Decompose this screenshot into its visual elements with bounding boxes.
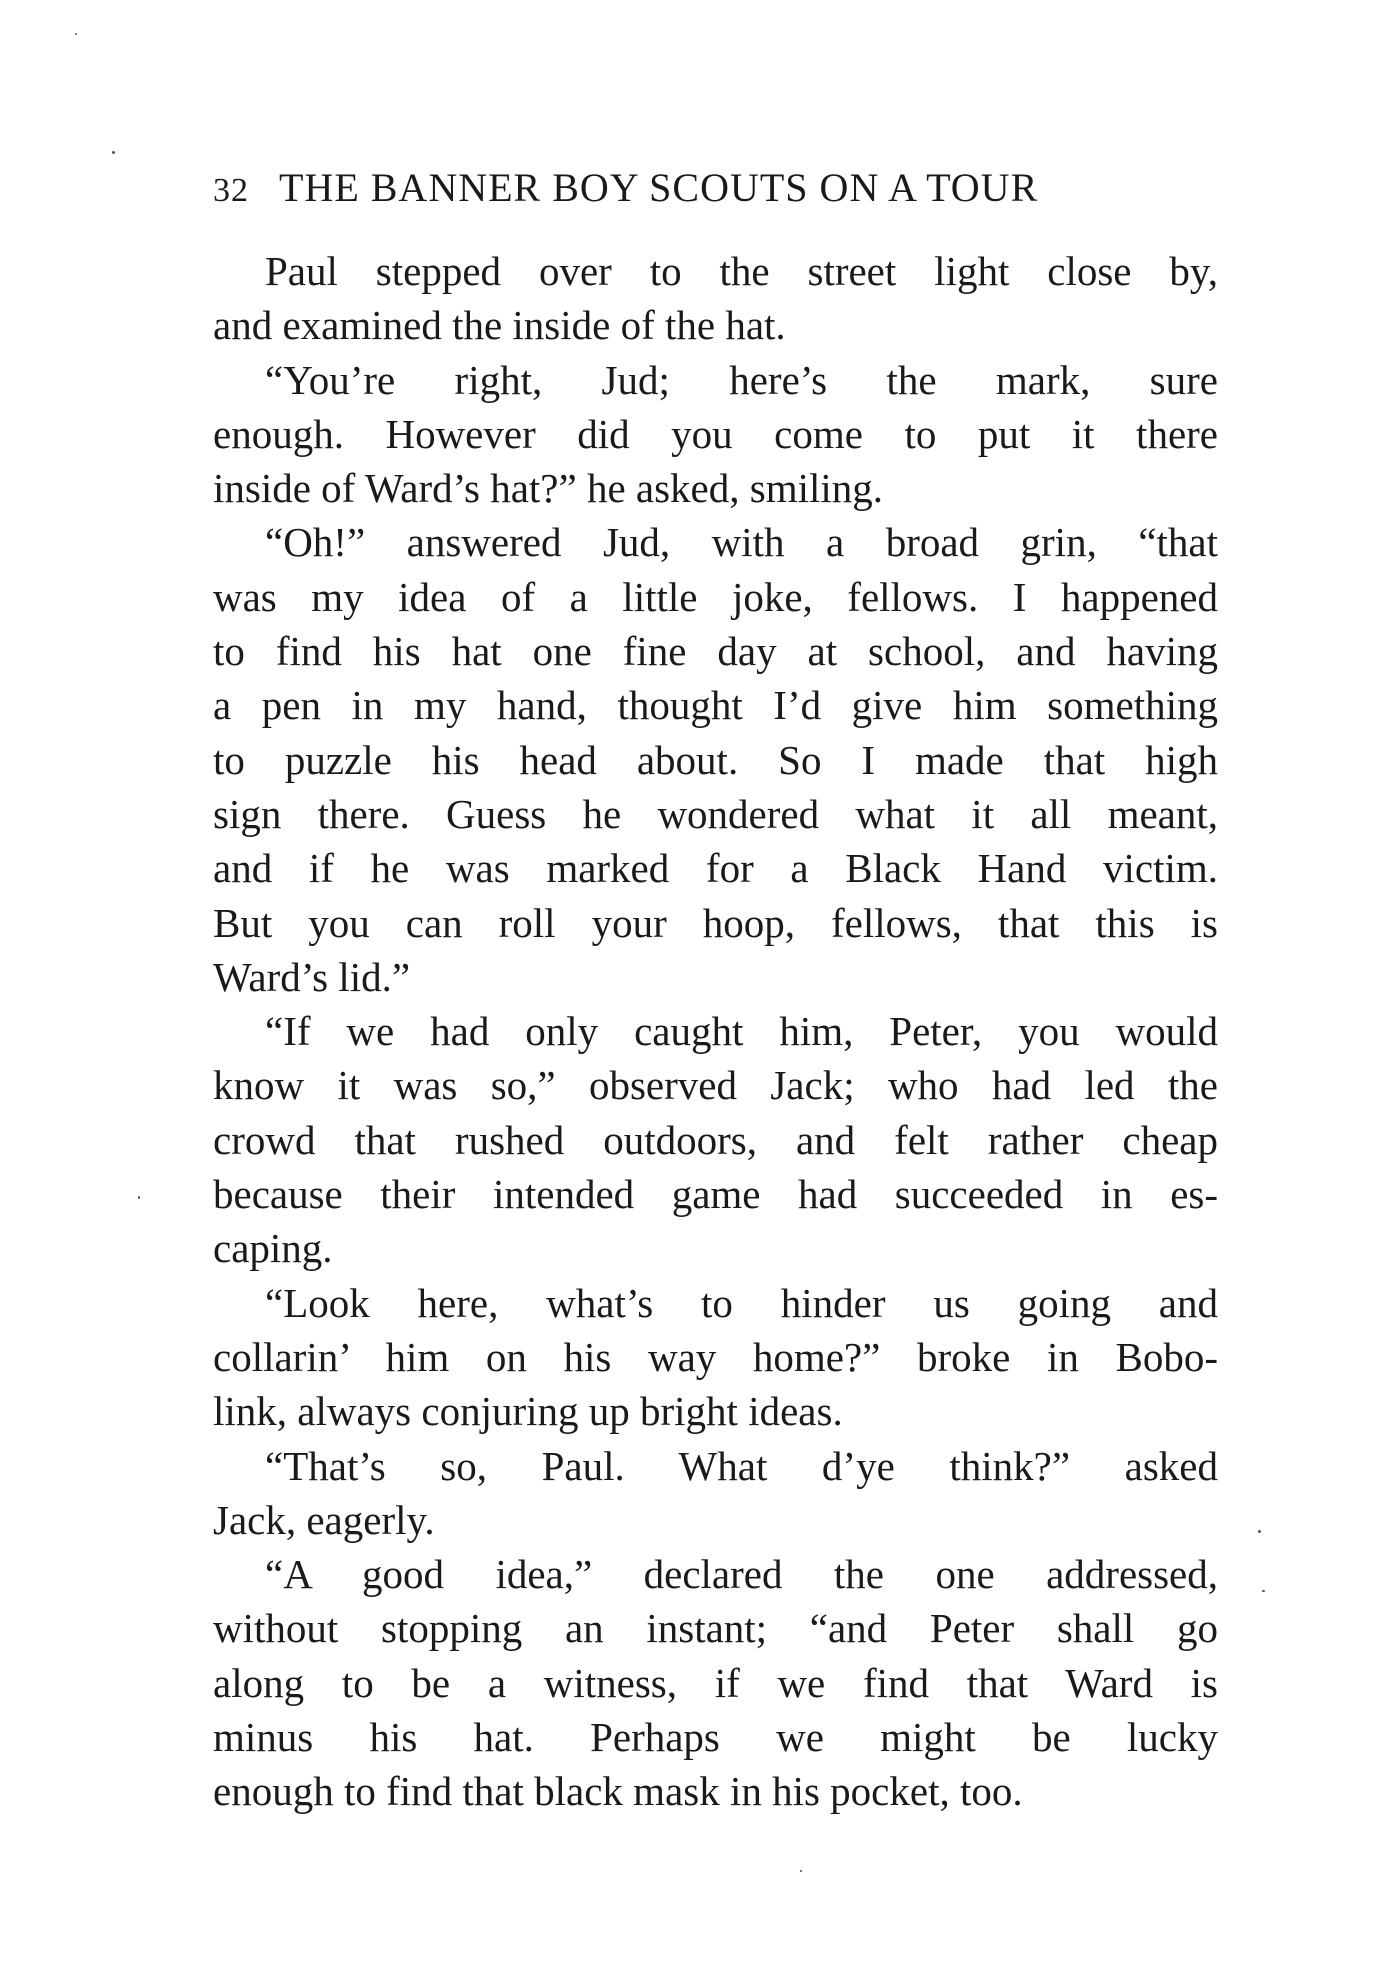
paragraph-line: caping.	[213, 1225, 333, 1272]
paragraph-line: a pen in my hand, thought I’d give him something	[213, 682, 1218, 729]
paragraph-line: crowd that rushed outdoors, and felt rather cheap	[213, 1116, 1218, 1163]
paragraph-line: link, always conjuring up bright ideas.	[213, 1388, 843, 1435]
paragraph-line: to find his hat one fine day at school, and having	[213, 628, 1218, 675]
paragraph-line: inside of Ward’s hat?” he asked, smiling.	[213, 465, 884, 512]
paragraph-line: enough. However did you come to put it there	[213, 410, 1218, 457]
paper-speck	[800, 1870, 802, 1872]
paragraph-line: and if he was marked for a Black Hand victim.	[213, 845, 1218, 892]
paragraph-first-line: Paul stepped over to the street light close by,	[265, 248, 1218, 294]
paragraph-line: But you can roll your hoop, fellows, that this is	[213, 899, 1218, 946]
paragraph-line: enough to find that black mask in his pocket, too.	[213, 1768, 1023, 1815]
paragraph-first-line: “If we had only caught him, Peter, you would	[265, 1008, 1218, 1055]
paragraph-first-line: “You’re right, Jud; here’s the mark, sure	[265, 356, 1218, 403]
paper-speck	[1262, 1590, 1265, 1592]
paragraph-line: to puzzle his head about. So I made that high	[213, 736, 1218, 783]
paragraph-first-line: “Look here, what’s to hinder us going and	[265, 1279, 1218, 1326]
book-title: THE BANNER BOY SCOUTS ON A TOUR	[279, 165, 1039, 210]
paper-speck	[138, 1196, 140, 1199]
paragraph-line: was my idea of a little joke, fellows. I happened	[213, 573, 1218, 620]
paragraph-first-line: “That’s so, Paul. What d’ye think?” asked	[265, 1442, 1218, 1489]
paper-speck	[112, 151, 115, 154]
paragraph-line: sign there. Guess he wondered what it all meant,	[213, 790, 1218, 837]
running-head	[213, 162, 1218, 214]
paper-speck	[75, 33, 77, 35]
paragraph-line: and examined the inside of the hat.	[213, 302, 786, 349]
page-number: 32	[213, 172, 249, 209]
paragraph-line: because their intended game had succeeded in es-	[213, 1171, 1218, 1218]
body-text	[213, 244, 1218, 1819]
paragraph-line: know it was so,” observed Jack; who had led the	[213, 1062, 1218, 1109]
paragraph-line: along to be a witness, if we find that Ward is	[213, 1659, 1218, 1706]
paragraph-line: without stopping an instant; “and Peter shall go	[213, 1605, 1218, 1652]
paragraph-first-line: “Oh!” answered Jud, with a broad grin, “that	[265, 519, 1218, 566]
paragraph-line: Jack, eagerly.	[213, 1496, 435, 1543]
paragraph-first-line: “A good idea,” declared the one addressed,	[265, 1551, 1218, 1598]
paper-speck	[1258, 1530, 1261, 1533]
paragraph-line: collarin’ him on his way home?” broke in Bobo-	[213, 1333, 1218, 1380]
paragraph-line: minus his hat. Perhaps we might be lucky	[213, 1714, 1218, 1761]
paragraph-line: Ward’s lid.”	[213, 953, 411, 1000]
